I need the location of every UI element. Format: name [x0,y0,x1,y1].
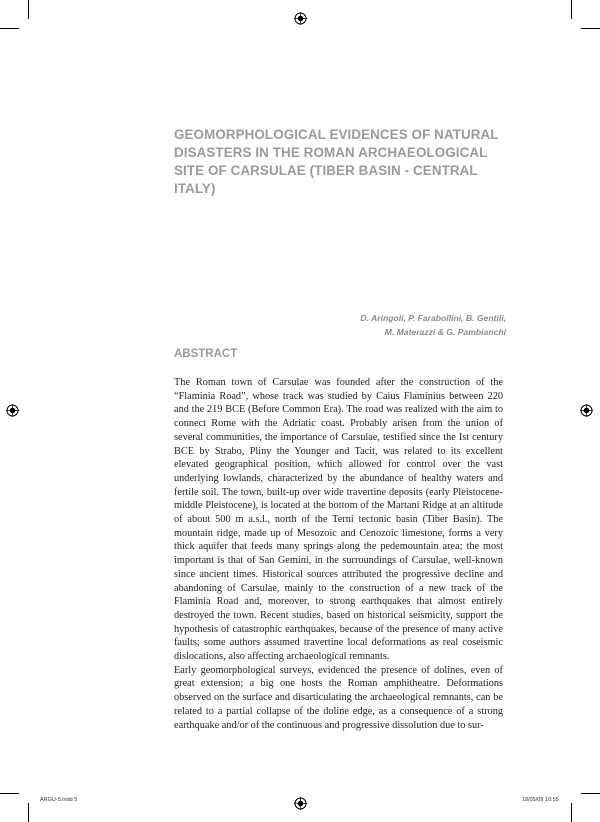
crop-mark [0,28,19,29]
crop-mark [28,803,29,822]
crop-mark [581,28,600,29]
abstract-body [174,376,503,732]
crop-mark [28,0,29,19]
crop-mark [581,793,600,794]
article-authors [360,311,506,339]
abstract-heading: ABSTRACT [174,348,238,360]
registration-mark-icon [580,404,593,417]
abstract-paragraph: The Roman town of Carsulae was founded after the construction of the “Flaminia Road”, whose track was studied by Caius Flaminius between 220 and the 219 BCE (Before Common Era). The road was realized with the aim to connect Rome with the Adriatic coast. Probably arisen from the union of several communities, the importance of Carsulae, testified since the Ist century BCE by Strabo, Pliny the Younger and Tacit, was related to its excellent elevated geographical position, which allowed for control over the vast underlying lowlands, characterized by the abundance of healthy waters and fertile soil. The town, built-up over wide travertine deposits (early Pleistocene-middle Pleistocene), is located at the bottom of the Martani Ridge at an altitude of about 500 m a.s.l., north of the Terni tectonic basin (Tiber Basin). The mountain ridge, made up of Mesozoic and Cenozoic limestone, forms a very thick aquifer that feeds many springs along the pedemountain area; the most important is that of San Gemini, in the surroundings of Carsulae, well-known since ancient times. Historical sources attributed the progressive decline and abandoning of Carsulae, mainly to the construction of a new track of the Flaminia Road and, moreover, to strong earthquakes that almost entirely destroyed the town. Recent studies, based on historical seismicity, support the hypothesis of catastrophic earthquakes, because of the presence of many active faults; some authors assumed travertine local deformations as real coseismic dislocations, also affecting archaeological remnants. [174,377,503,663]
registration-mark-icon [294,797,307,810]
crop-mark [571,0,572,19]
registration-mark-icon [294,12,307,25]
footer-datetime: 18/05/09 10:55 [522,797,559,803]
registration-mark-icon [6,404,19,417]
crop-mark [571,803,572,822]
authors-line: M. Materazzi & G. Pambianchi [384,327,506,337]
footer-file-slug: ARGU-5.indd 5 [40,797,78,803]
authors-line: D. Aringoli, P. Farabollini, B. Gentili, [360,313,506,323]
article-title: GEOMORPHOLOGICAL EVIDENCES OF NATURAL DISASTERS IN THE ROMAN ARCHAEOLOGICAL SITE OF CARSULAE (TIBER BASIN - CENTRAL ITALY) [174,127,499,196]
abstract-paragraph: Early geomorphological surveys, evidenced the presence of dolines, even of great extension; a big one hosts the Roman amphitheatre. Deformations observed on the surface and disarticulating the archaeological remnants, can be related to a partial collapse of the doline edge, as a consequence of a strong earthquake and/or of the continuous and progressive dissolution due to sur- [174,664,503,731]
crop-mark [0,793,19,794]
